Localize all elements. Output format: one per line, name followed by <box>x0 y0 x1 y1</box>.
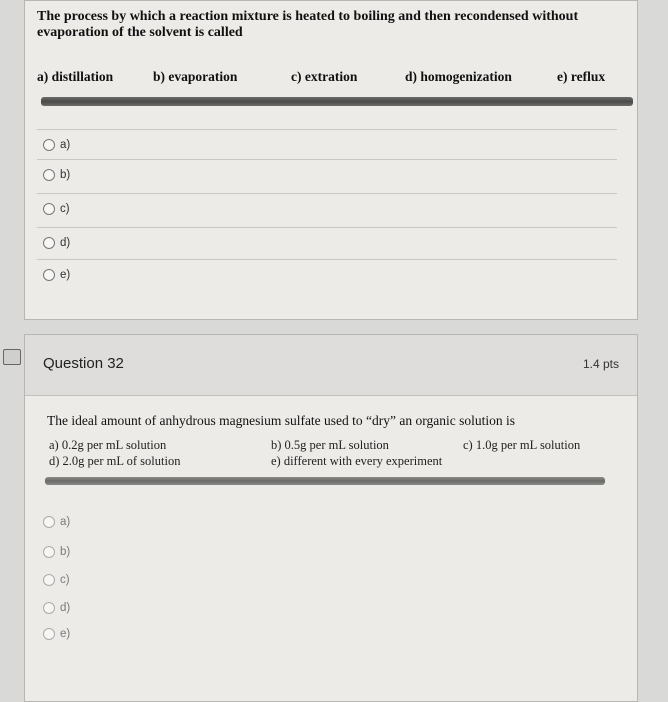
radio-button[interactable] <box>43 574 55 586</box>
answer-option-b[interactable] <box>37 539 617 565</box>
flag-icon[interactable] <box>3 349 21 365</box>
answer-label: d) <box>60 237 71 249</box>
choice-d: d) 2.0g per mL of solution <box>49 454 181 468</box>
answer-option-b[interactable] <box>37 159 617 190</box>
answer-label: c) <box>60 203 70 215</box>
answer-label: c) <box>60 574 70 586</box>
question-31-prompt: The process by which a reaction mixture is heated to boiling and then recondensed without evaporation of the solvent is called <box>37 9 579 40</box>
question-title: Question 32 <box>43 355 124 372</box>
radio-button[interactable] <box>43 203 55 215</box>
radio-button[interactable] <box>43 139 55 151</box>
answer-option-e[interactable] <box>37 621 617 647</box>
answer-option-a[interactable] <box>37 509 617 535</box>
radio-button[interactable] <box>43 628 55 640</box>
choice-b: b) evaporation <box>153 69 238 84</box>
answer-label: e) <box>60 269 71 281</box>
radio-button[interactable] <box>43 169 55 181</box>
radio-button[interactable] <box>43 602 55 614</box>
choice-d: d) homogenization <box>405 69 512 84</box>
choice-c: c) extration <box>291 69 358 84</box>
question-32-prompt: The ideal amount of anhydrous magnesium sulfate used to “dry” an organic solution is <box>47 413 516 428</box>
answer-label: a) <box>60 139 71 151</box>
image-divider-bar <box>41 97 633 106</box>
choice-e: e) reflux <box>557 69 606 84</box>
image-divider-bar <box>45 477 605 485</box>
answer-option-d[interactable] <box>37 227 617 258</box>
answer-label: d) <box>60 602 71 614</box>
radio-button[interactable] <box>43 546 55 558</box>
answer-option-c[interactable] <box>37 193 617 224</box>
question-31-choices <box>37 69 627 87</box>
radio-button[interactable] <box>43 269 55 281</box>
radio-button[interactable] <box>43 516 55 528</box>
answer-option-e[interactable] <box>37 259 617 290</box>
question-31-card <box>24 0 638 320</box>
answer-option-a[interactable] <box>37 129 617 160</box>
question-32-card <box>24 334 638 702</box>
answer-option-d[interactable] <box>37 595 617 621</box>
answer-label: a) <box>60 516 71 528</box>
choice-b: b) 0.5g per mL solution <box>271 438 389 452</box>
radio-button[interactable] <box>43 237 55 249</box>
choice-a: a) distillation <box>37 69 114 84</box>
answer-label: b) <box>60 169 71 181</box>
answer-label: e) <box>60 628 71 640</box>
choice-e: e) different with every experiment <box>271 454 443 468</box>
question-header <box>25 335 637 396</box>
answer-label: b) <box>60 546 71 558</box>
choice-c: c) 1.0g per mL solution <box>463 438 581 452</box>
choice-a: a) 0.2g per mL solution <box>49 438 167 452</box>
answer-option-c[interactable] <box>37 567 617 593</box>
question-points: 1.4 pts <box>582 357 619 371</box>
